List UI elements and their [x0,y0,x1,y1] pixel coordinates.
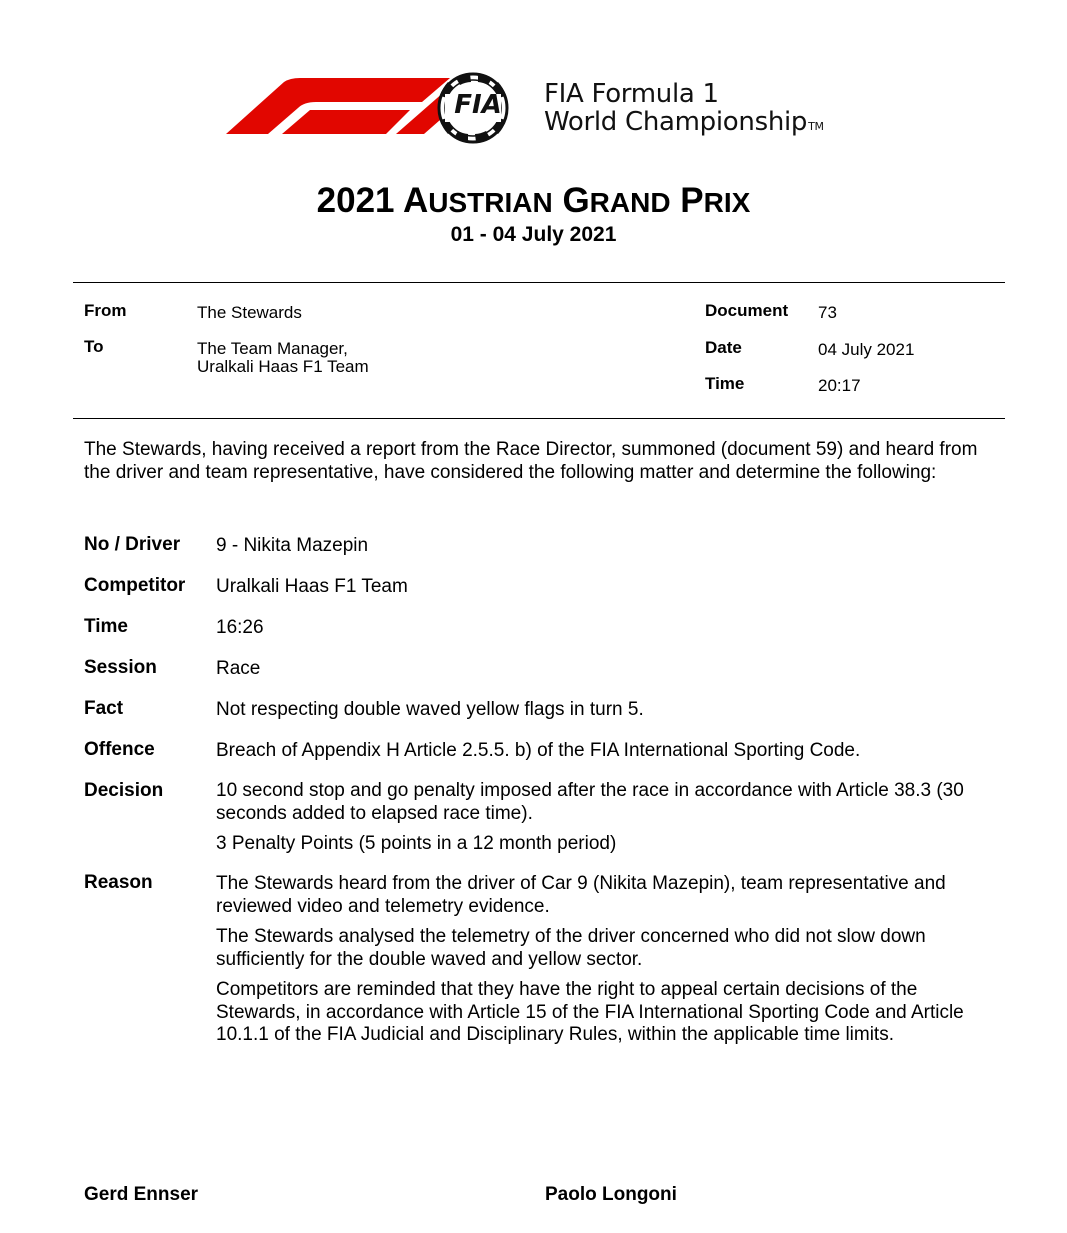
brand-wordmark [544,80,824,141]
offence-label: Offence [84,739,155,760]
time-value: 20:17 [818,376,861,395]
date-value: 04 July 2021 [818,340,915,359]
title-word-2-rest: RAND [589,187,671,218]
brand-line-2-text: World Championship [544,107,808,137]
time-label: Time [705,374,745,393]
date-label: Date [705,338,742,357]
title-word-2-initial: G [562,181,590,220]
driver-label: No / Driver [84,534,181,555]
session-label: Session [84,657,157,678]
header-bottom-rule [73,418,1005,419]
to-label: To [84,337,104,356]
intro-paragraph: The Stewards, having received a report from the Race Director, summoned (document 59) and heard from the driver and team representative, have considered the following matter and determine the following: [84,439,978,483]
document-value: 73 [818,303,837,322]
title-word-3-initial: P [680,181,704,220]
fact-value: Not respecting double waved yellow flags in turn 5. [216,699,644,720]
to-value-line-2: Uralkali Haas F1 Team [197,357,369,376]
incident-time-label: Time [84,616,129,637]
reason-paragraph-3: Competitors are reminded that they have the right to appeal certain decisions of the Stewards, in accordance with Article 15 of the FIA International Sporting Code and Article 10.1.1 of the FIA Judicial and Disciplinary Rules, within the applicable time limits. [216,979,964,1045]
title-word-1-initial: A [402,181,429,220]
brand-line-2 [544,108,824,141]
document-label: Document [705,301,789,320]
reason-paragraph-1: The Stewards heard from the driver of Car 9 (Nikita Mazepin), team representative and reviewed video and telemetry evidence. [216,873,946,917]
competitor-label: Competitor [84,575,186,596]
decision-paragraph-2: 3 Penalty Points (5 points in a 12 month period) [216,833,617,854]
session-value: Race [216,658,261,679]
trademark-mark: TM [808,120,824,133]
competitor-value: Uralkali Haas F1 Team [216,576,408,597]
decision-paragraph-1: 10 second stop and go penalty imposed after the race in accordance with Article 38.3 (30 seconds added to elapsed race time). [216,780,964,824]
title-year: 2021 [316,181,395,220]
header-top-rule [73,282,1005,283]
title-word-1-rest: USTRIAN [428,187,553,218]
decision-label: Decision [84,780,164,801]
event-dates: 01 - 04 July 2021 [450,223,617,246]
reason-paragraph-2: The Stewards analysed the telemetry of the driver concerned who did not slow down sufficiently for the double waved and yellow sector. [216,926,926,970]
driver-value: 9 - Nikita Mazepin [216,535,369,556]
steward-signature-left: Gerd Ennser [84,1184,199,1205]
event-title [0,180,1067,224]
brand-line-1: FIA Formula 1 [544,79,719,109]
to-value-line-1: The Team Manager, [197,339,348,358]
reason-label: Reason [84,872,153,893]
fact-label: Fact [84,698,124,719]
incident-time-value: 16:26 [216,617,264,638]
title-word-3-rest: RIX [703,187,751,218]
from-value: The Stewards [197,303,302,322]
offence-value: Breach of Appendix H Article 2.5.5. b) of the FIA International Sporting Code. [216,740,861,761]
from-label: From [84,301,127,320]
fia-logo-text: FIA [454,90,502,120]
steward-signature-right: Paolo Longoni [545,1184,677,1205]
